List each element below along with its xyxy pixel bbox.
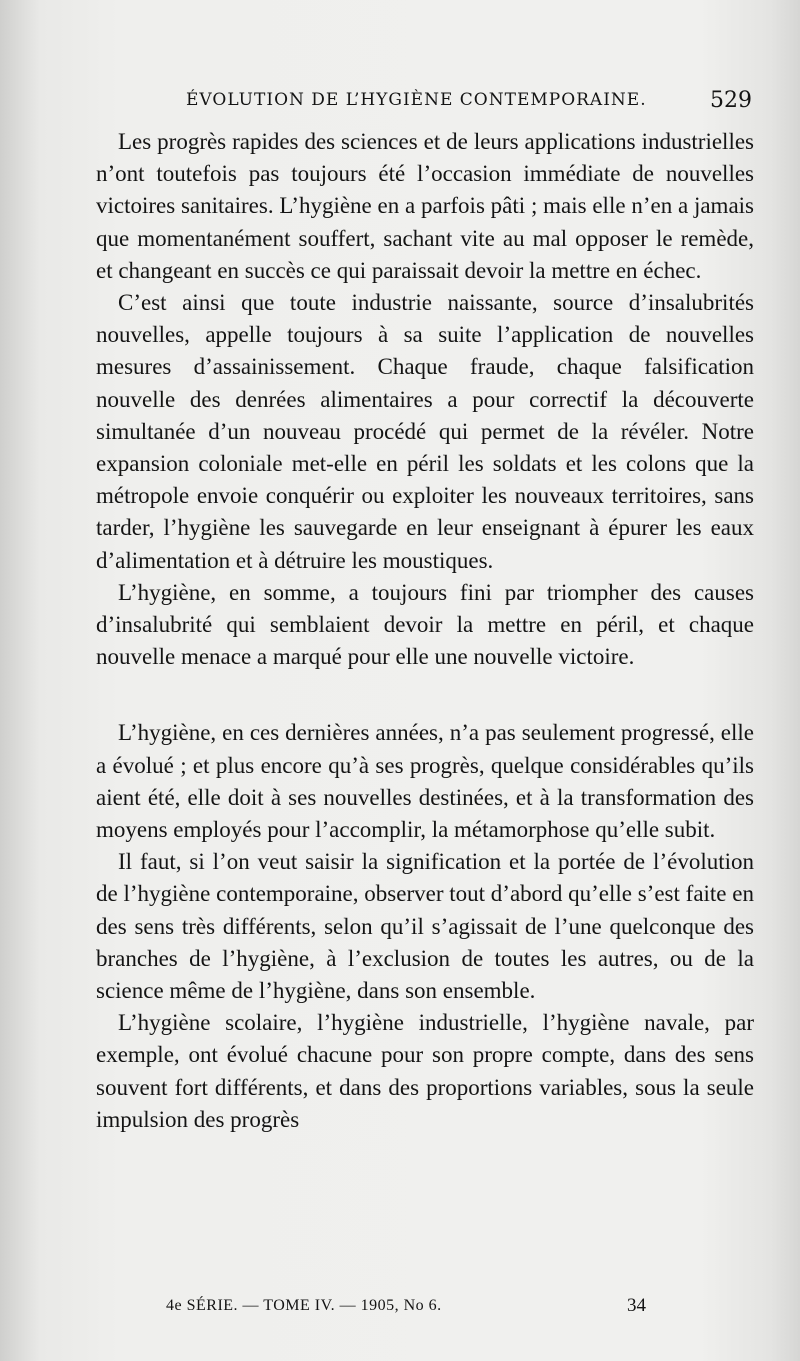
paragraph-branches: L’hygiène scolaire, l’hygiène industrielle, l’hygiène navale, par exemple, ont évolué chacune pour son propre compte, dans des sens souvent fort différents, et dans des proportions variables, sous la seule impulsion des progrès <box>96 1010 754 1132</box>
paragraph-industry: C’est ainsi que toute industrie naissante, source d’insalubrités nouvelles, appelle toujours à sa suite l’application de nouvelles mesures d’assainissement. Chaque fraude, chaque falsification nouvelle des denrées alimentaires a pour correctif la découverte simultanée d’un nouveau procédé qui permet de la révéler. Notre expansion coloniale met-elle en péril les soldats et les colons que la métropole envoie conquérir ou exploiter les nouveaux territoires, sans tarder, l’hygiène les sauvegarde en leur enseignant à épurer les eaux d’alimentation et à détruire les moustiques. <box>96 290 754 573</box>
paragraph-triumph: L’hygiène, en somme, a toujours fini par triompher des causes d’insalubrité qui semblaient devoir la mettre en péril, et chaque nouvelle menace a marqué pour elle une nouvelle victoire. <box>96 579 754 670</box>
paragraph-signification: Il faut, si l’on veut saisir la signification et la portée de l’évolution de l’hygiène contemporaine, observer tout d’abord qu’elle s’est faite en des sens très différents, selon qu’il s’agissait de l’une quelconque des branches de l’hygiène, à l’exclusion de toutes les autres, ou de la science même de l’hygiène, dans son ensemble. <box>96 849 754 1004</box>
signature-mark: 34 <box>627 1295 646 1316</box>
running-title: ÉVOLUTION DE L’HYGIÈNE CONTEMPORAINE. <box>186 90 647 110</box>
running-head <box>186 90 752 120</box>
footer-issue: 4e SÉRIE. — TOME IV. — 1905, No 6. <box>166 1297 442 1314</box>
paragraph-progress: Les progrès rapides des sciences et de leurs applications industrielles n’ont toutefois pas toujours été l’occasion immédiate de nouvelles victoires sanitaires. L’hygiène en a parfois pâti ; mais elle n’en a jamais que momentanément souffert, sachant vite au mal opposer le remède, et changeant en succès ce qui paraissait devoir la mettre en échec. <box>96 129 754 283</box>
page-number: 529 <box>710 88 752 113</box>
body-text <box>96 126 754 1136</box>
page-footer <box>166 1297 646 1325</box>
paragraph-evolution: L’hygiène, en ces dernières années, n’a pas seulement progressé, elle a évolué ; et plus encore qu’à ses progrès, quelque considérables qu’ils aient été, elle doit à ses nouvelles destinées, et à la transformation des moyens employés pour l’accomplir, la métamorphose qu’elle subit. <box>96 720 754 843</box>
section-gap <box>96 673 754 717</box>
